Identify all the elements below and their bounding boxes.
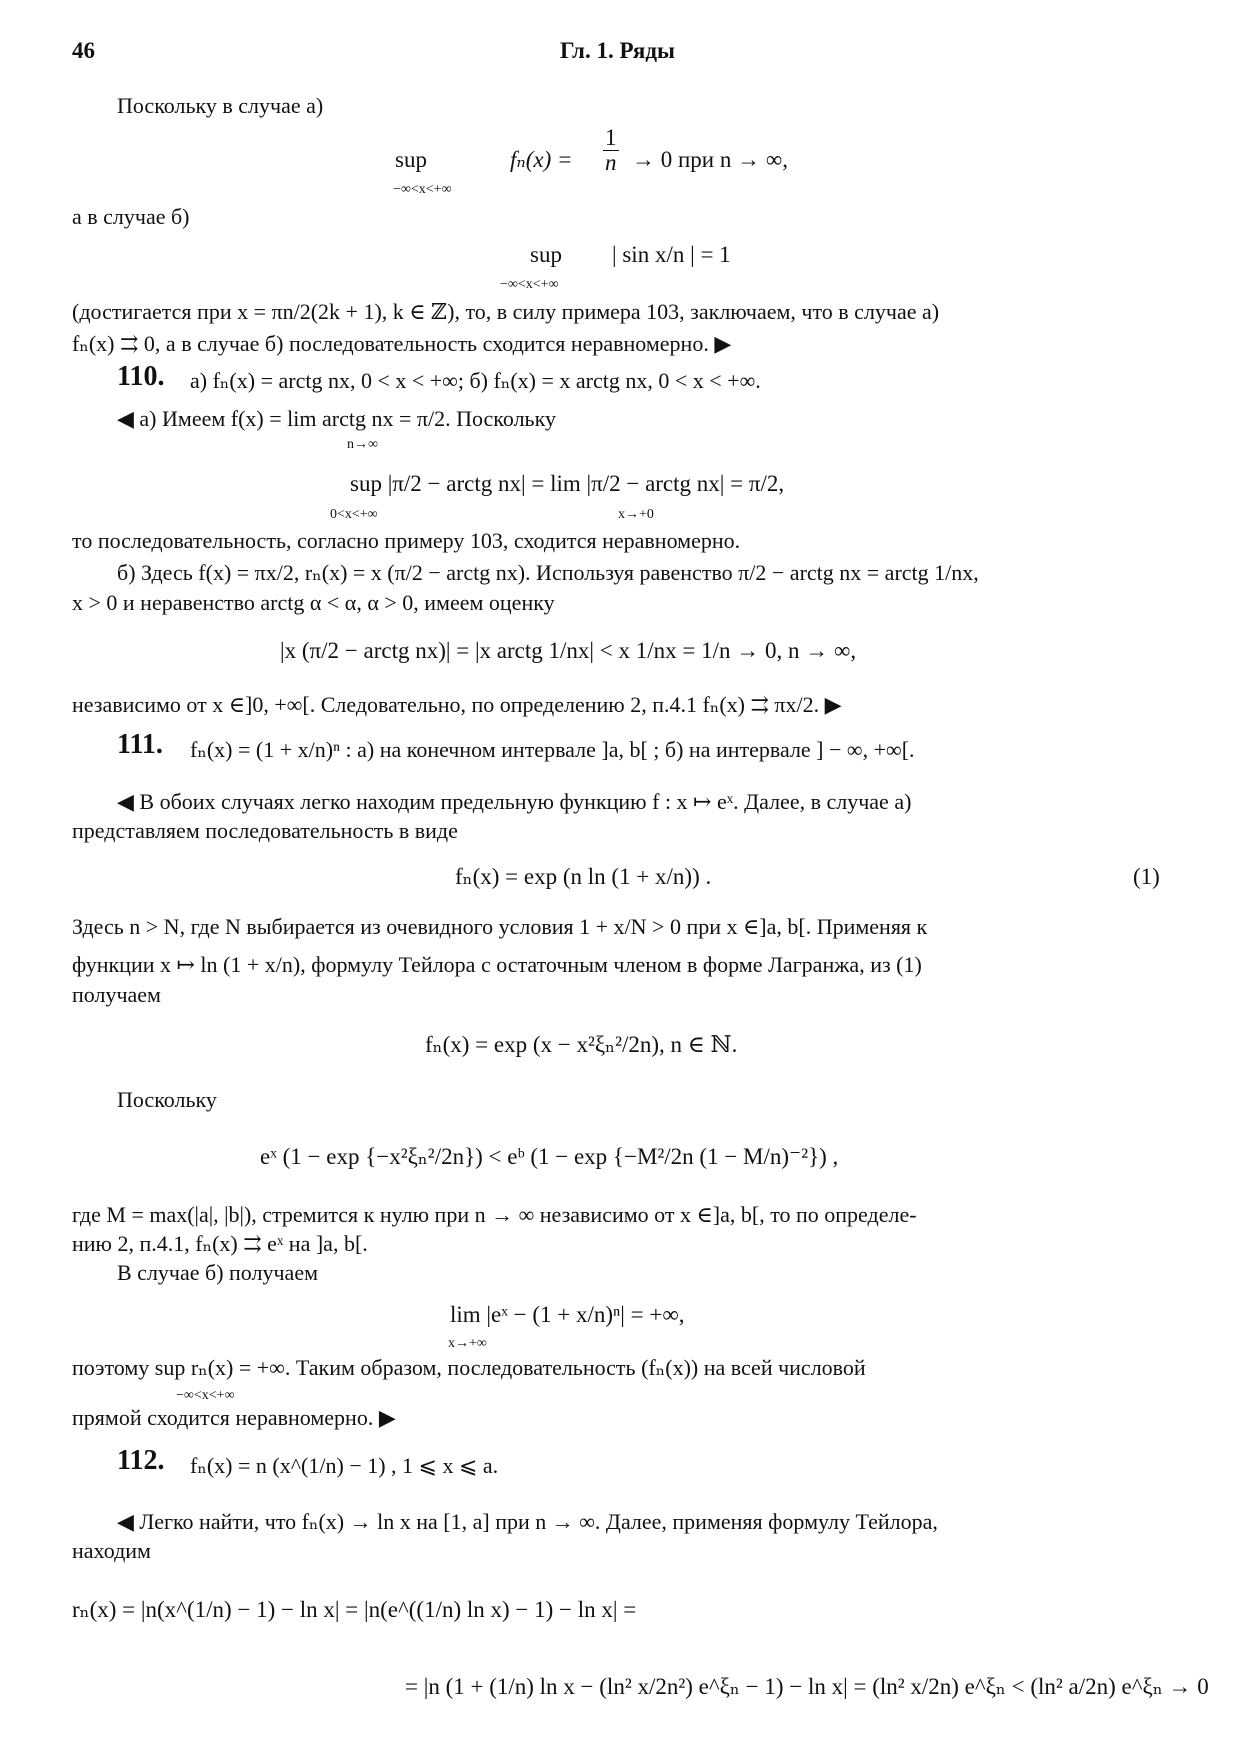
text-line: ◀ а) Имеем f(x) = lim arctg nx = π/2. Поскольку [117,406,556,431]
text-line: (достигается при x = πn/2(2k + 1), k ∈ ℤ), то, в силу примера 103, заключаем, что в случае а) [72,299,940,324]
text-line: поэтому sup rₙ(x) = +∞. Таким образом, последовательность (fₙ(x)) на всей числовой [72,1355,866,1380]
chapter-title: Гл. 1. Ряды [560,38,675,63]
text-line: x > 0 и неравенство arctg α < α, α > 0, имеем оценку [72,590,555,615]
text-line: функции x ↦ ln (1 + x/n), формулу Тейлора с остаточным членом в форме Лагранжа, из (1) [72,952,922,977]
formula-body: fₙ(x) = [510,147,573,172]
text-line: представляем последовательность в виде [72,818,458,843]
text-line: В случае б) получаем [117,1260,319,1285]
text-line: где M = max(|a|, |b|), стремится к нулю при n → ∞ независимо от x ∈]a, b[, то по определе- [72,1202,917,1227]
formula-sup: sup [530,242,562,267]
formula-display: = |n (1 + (1/n) ln x − (ln² x/2n²) e^ξₙ − 1) − ln x| = (ln² x/2n) e^ξₙ < (ln² a/2n) e^ξₙ → 0 [405,1674,1209,1699]
problem-number: 111. [117,729,163,760]
page-number: 46 [72,38,95,63]
formula-subscript: −∞<x<+∞ [176,1388,235,1403]
text-line: fₙ(x) ⇉ 0, а в случае б) последовательность сходится неравномерно. ▶ [72,331,732,356]
text-line: то последовательность, согласно примеру 103, сходится неравномерно. [72,528,741,553]
formula-display: fₙ(x) = exp (n ln (1 + x/n)) . [455,864,712,889]
formula-display: sup |π/2 − arctg nx| = lim |π/2 − arctg nx| = π/2, [350,471,785,496]
text-line: Здесь n > N, где N выбирается из очевидного условия 1 + x/N > 0 при x ∈]a, b[. Применяя к [72,914,928,939]
formula-subscript: 0<x<+∞ [330,507,378,522]
text-line: ◀ В обоих случаях легко находим предельную функцию f : x ↦ eˣ. Далее, в случае а) [117,789,912,814]
problem-statement: а) fₙ(x) = arctg nx, 0 < x < +∞; б) fₙ(x) = x arctg nx, 0 < x < +∞. [190,368,761,393]
text-line: Поскольку [117,1087,217,1112]
formula-subscript: n→∞ [347,437,378,452]
problem-number: 110. [117,361,165,392]
formula-fraction: $\frac{1}{n}$ [605,125,617,176]
formula-subscript: x→+0 [618,507,654,522]
text-line: а в случае б) [72,204,190,229]
problem-statement: fₙ(x) = (1 + x/n)ⁿ : а) на конечном интервале ]a, b[ ; б) на интервале ] − ∞, +∞[. [190,737,915,762]
problem-statement: fₙ(x) = n (x^(1/n) − 1) , 1 ⩽ x ⩽ a. [190,1453,499,1478]
text-line: прямой сходится неравномерно. ▶ [72,1405,396,1430]
formula-subscript: −∞<x<+∞ [393,182,452,197]
formula-display: eˣ (1 − exp {−x²ξₙ²/2n}) < eᵇ (1 − exp {−M²/2n (1 − M/n)⁻²}) , [260,1144,839,1169]
formula-sup: sup [395,147,427,172]
formula-display: fₙ(x) = exp (x − x²ξₙ²/2n), n ∈ ℕ. [425,1032,738,1057]
equation-tag: (1) [1133,864,1160,889]
text-line: нию 2, п.4.1, fₙ(x) ⇉ eˣ на ]a, b[. [72,1231,368,1256]
formula-subscript: x→+∞ [448,1336,487,1351]
formula-display: rₙ(x) = |n(x^(1/n) − 1) − ln x| = |n(e^((1/n) ln x) − 1) − ln x| = [72,1597,637,1622]
text-line: Поскольку в случае а) [117,93,324,118]
text-line: ◀ Легко найти, что fₙ(x) → ln x на [1, a] при n → ∞. Далее, применяя формулу Тейлора, [117,1509,938,1534]
formula-display: lim |eˣ − (1 + x/n)ⁿ| = +∞, [450,1302,685,1327]
problem-number: 112. [117,1445,165,1476]
formula-body: | sin x/n | = 1 [612,242,731,267]
formula-tail: → 0 при n → ∞, [632,147,789,172]
text-line: независимо от x ∈]0, +∞[. Следовательно, по определению 2, п.4.1 fₙ(x) ⇉ πx/2. ▶ [72,692,842,717]
formula-subscript: −∞<x<+∞ [500,277,559,292]
text-line: получаем [72,982,161,1007]
text-line: б) Здесь f(x) = πx/2, rₙ(x) = x (π/2 − arctg nx). Используя равенство π/2 − arctg nx = arctg 1/nx, [117,560,979,585]
formula-display: |x (π/2 − arctg nx)| = |x arctg 1/nx| < x 1/nx = 1/n → 0, n → ∞, [280,638,857,663]
text-line: находим [72,1538,151,1563]
